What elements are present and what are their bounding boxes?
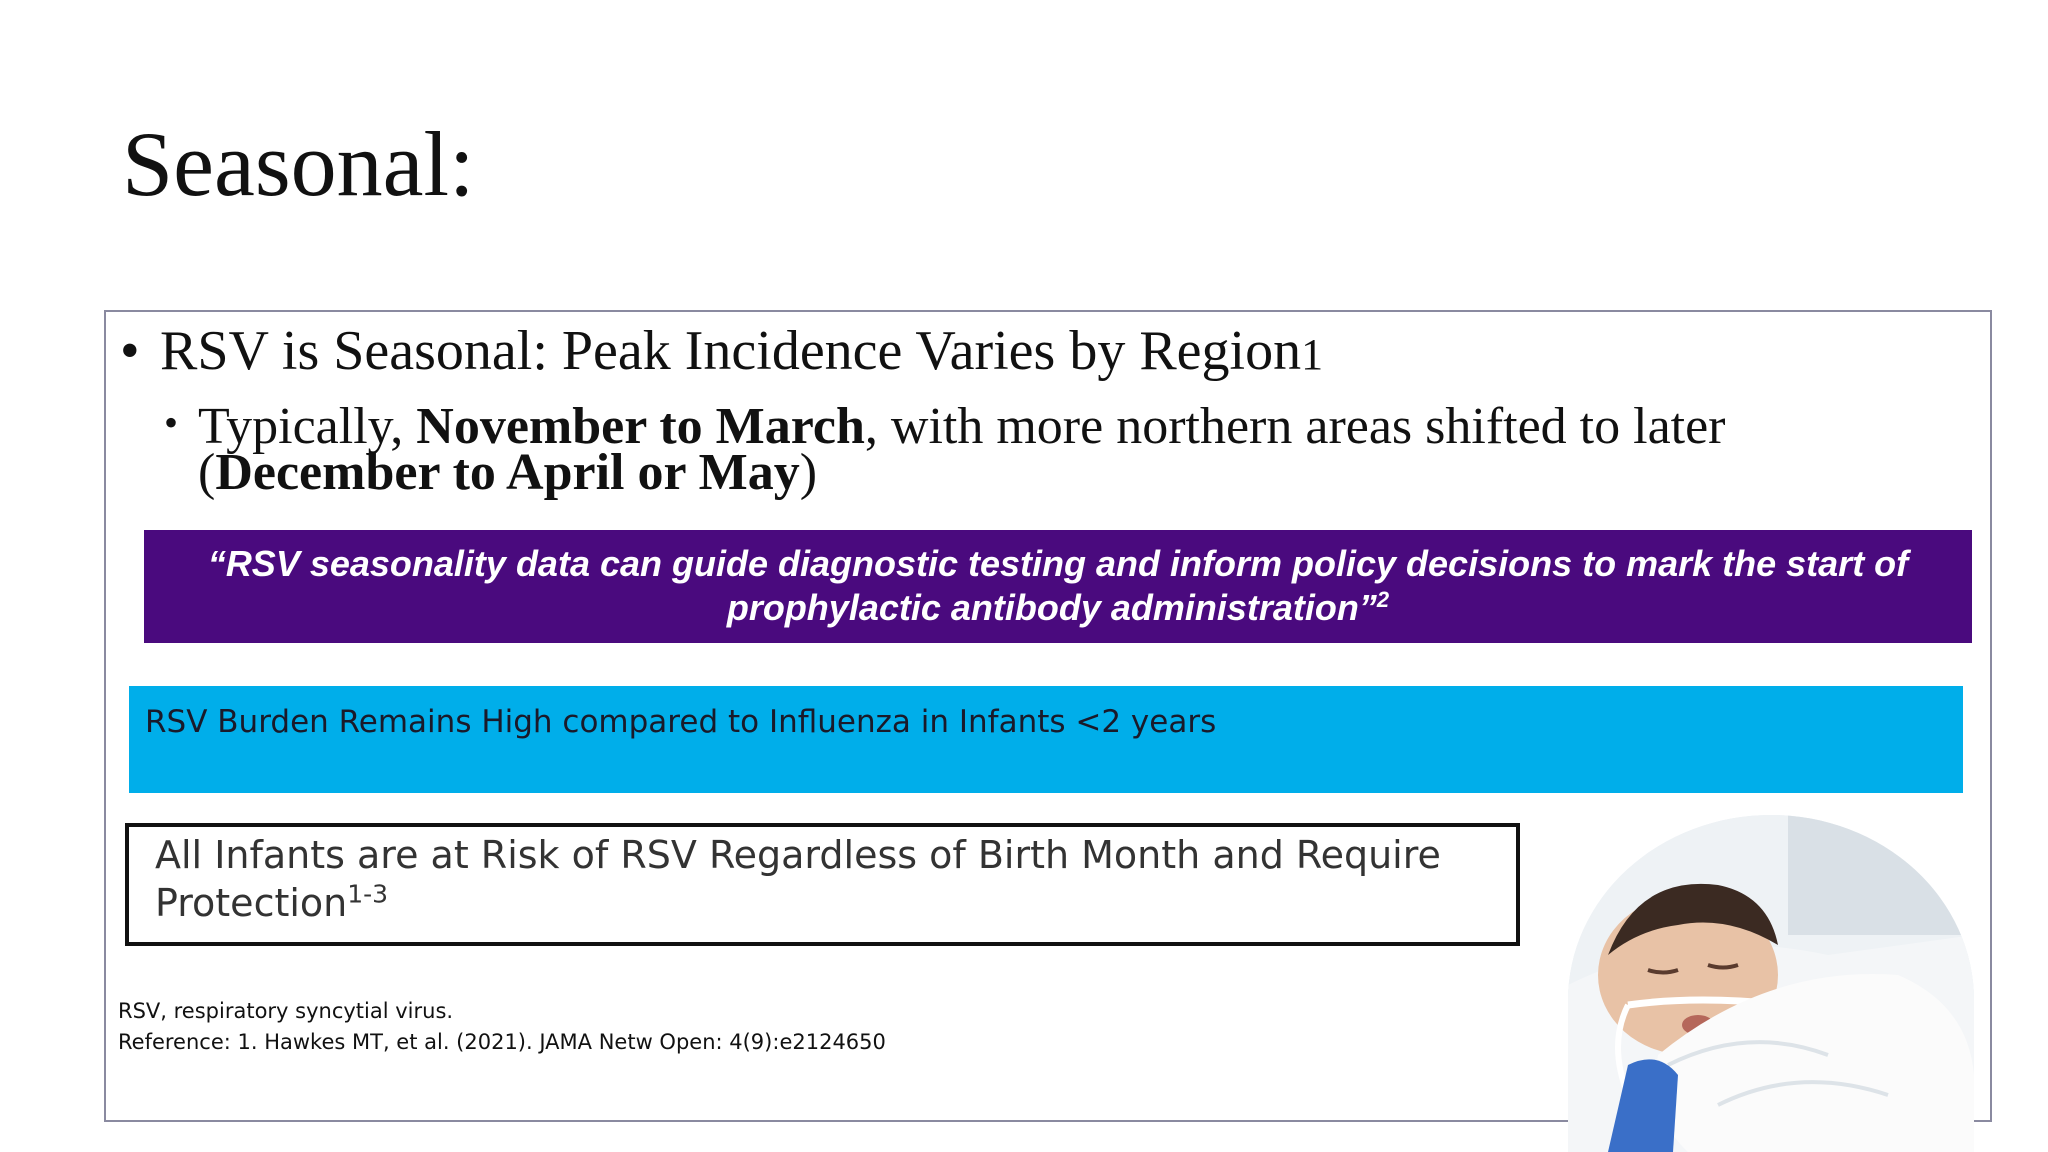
footnote-reference: Reference: 1. Hawkes MT, et al. (2021). JAMA Netw Open: 4(9):e2124650 bbox=[118, 1030, 886, 1054]
bullet-sub-northern-range: December to April or May bbox=[215, 444, 800, 501]
burden-banner bbox=[129, 686, 1963, 793]
bullet-marker: • bbox=[120, 320, 140, 382]
bullet-main-reference: 1 bbox=[1301, 330, 1324, 379]
risk-callout bbox=[125, 823, 1520, 946]
bullet-sub-text bbox=[164, 398, 1864, 501]
quote-text: “RSV seasonality data can guide diagnostic testing and inform policy decisions to mark the start of prophylactic antibody administration” bbox=[207, 543, 1909, 628]
quote-reference: 2 bbox=[1376, 587, 1390, 612]
slide-title: Seasonal: bbox=[122, 113, 475, 215]
quote-banner bbox=[144, 530, 1972, 643]
bullet-sub bbox=[164, 398, 1864, 501]
bullet-sub-marker: • bbox=[164, 400, 179, 445]
bullet-sub-season-range: November to March bbox=[416, 398, 865, 455]
bullet-main bbox=[120, 318, 1323, 388]
bullet-sub-part5: ) bbox=[799, 444, 818, 501]
bullet-main-text: RSV is Seasonal: Peak Incidence Varies by Region bbox=[160, 320, 1302, 382]
footnotes bbox=[118, 996, 886, 1058]
bullet-sub-part3: , with more northern areas shifted to later ( bbox=[198, 398, 1726, 501]
risk-reference: 1-3 bbox=[347, 879, 389, 909]
burden-text: RSV Burden Remains High compared to Influenza in Infants <2 years bbox=[145, 704, 1217, 740]
footnote-abbreviation: RSV, respiratory syncytial virus. bbox=[118, 999, 454, 1023]
risk-text: All Infants are at Risk of RSV Regardless of Birth Month and Require Protection bbox=[155, 833, 1441, 925]
bullet-sub-part1: Typically, bbox=[198, 398, 417, 455]
